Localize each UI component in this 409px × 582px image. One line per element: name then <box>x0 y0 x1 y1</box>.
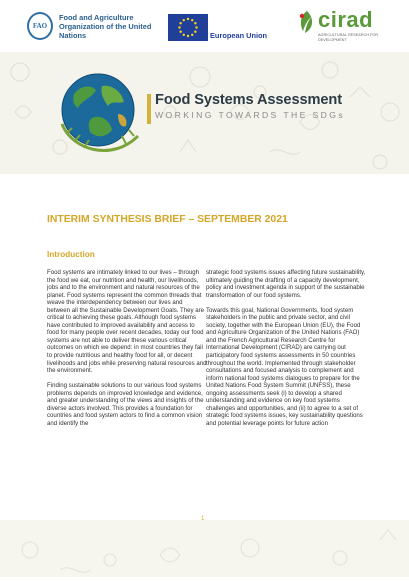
paragraph: Towards this goal, National Governments, food system stakeholders in the public and private sector, and civil society, together with the European Union (EU), the Food and Agriculture Organization of the United Nations (FAO) and the French Agricultural Research Centre for International Development (CIRAD) are carrying out participatory food systems assessments in 50 countries throughout the world. Implemented through stakeholder consultations and focused analysis to complement and inform national food systems dialogues to prepare for the United Nations Food System Summit (UNFSS), these ongoing assessments seek (i) to develop a shared understanding and evidence on key food systems challenges and opportunities, and (ii) to agree to a set of strategic food systems issues, key sustainability questions and potential leverage points for future action <box>206 306 363 427</box>
partner-logo-bar <box>0 0 409 48</box>
eu-flag-logo <box>168 14 208 41</box>
eu-label: European Union <box>210 31 268 40</box>
brief-title: INTERIM SYNTHESIS BRIEF – SEPTEMBER 2021 <box>47 214 288 225</box>
eu-star-icon <box>179 31 181 33</box>
eu-star-icon <box>187 35 189 37</box>
report-title: Food Systems Assessment <box>155 92 342 108</box>
eu-star-icon <box>187 18 189 20</box>
header-banner <box>0 52 409 174</box>
eu-star-icon <box>178 26 180 28</box>
eu-star-icon <box>195 26 197 28</box>
cirad-leaf-icon <box>297 9 317 35</box>
title-accent-bar <box>147 94 151 124</box>
page-number: 1 <box>201 516 205 522</box>
eu-star-icon <box>183 19 185 21</box>
decorative-footer-pattern <box>0 520 409 577</box>
eu-star-icon <box>194 22 196 24</box>
eu-star-icon <box>191 19 193 21</box>
body-column-right <box>206 269 368 435</box>
cirad-logo-wordmark: cirad <box>318 7 374 32</box>
footer-decorative-band <box>0 520 409 577</box>
paragraph: Food systems are intimately linked to our lives – through the food we eat, our nutrition and health, our livelihoods, jobs and to the environment and natural resources of the planet. Food systems represent the common threads that weave the interdependency between our lives and between all the Sustainable Development Goals. They are critical to achieving these goals. Although food systems have contributed to improved availability and access to food for many people over recent decades, today our food systems are not able to deliver these various critical outcomes on which we depend: in most countries they fail to provide nutritious and healthy food for all, or decent livelihoods and jobs while preserving natural resources and the environment. <box>47 269 207 375</box>
paragraph: Finding sustainable solutions to our various food systems problems depends on improved knowledge and evidence, and greater understanding of the views and insights of the diverse actors involved. This provides a foundation for countries and food system actors to find a common vision and identify the <box>47 382 204 427</box>
eu-star-icon <box>179 22 181 24</box>
paragraph: strategic food systems issues affecting future sustainability, ultimately guiding the drafting of a capacity development, policy and investment agenda in support of the sustainable transformation of our food systems. <box>206 269 366 299</box>
eu-star-icon <box>194 31 196 33</box>
section-heading-introduction: Introduction <box>47 250 95 259</box>
report-subtitle: WORKING TOWARDS THE SDGs <box>155 110 346 120</box>
fao-name: Food and Agriculture Organization of the United Nations <box>59 13 152 40</box>
cirad-tagline: AGRICULTURAL RESEARCH FOR DEVELOPMENT <box>318 33 379 42</box>
eu-star-icon <box>183 34 185 36</box>
body-column-left <box>47 269 207 435</box>
eu-star-icon <box>191 34 193 36</box>
fao-logo: FAO <box>27 12 53 40</box>
globe-illustration <box>52 64 148 164</box>
